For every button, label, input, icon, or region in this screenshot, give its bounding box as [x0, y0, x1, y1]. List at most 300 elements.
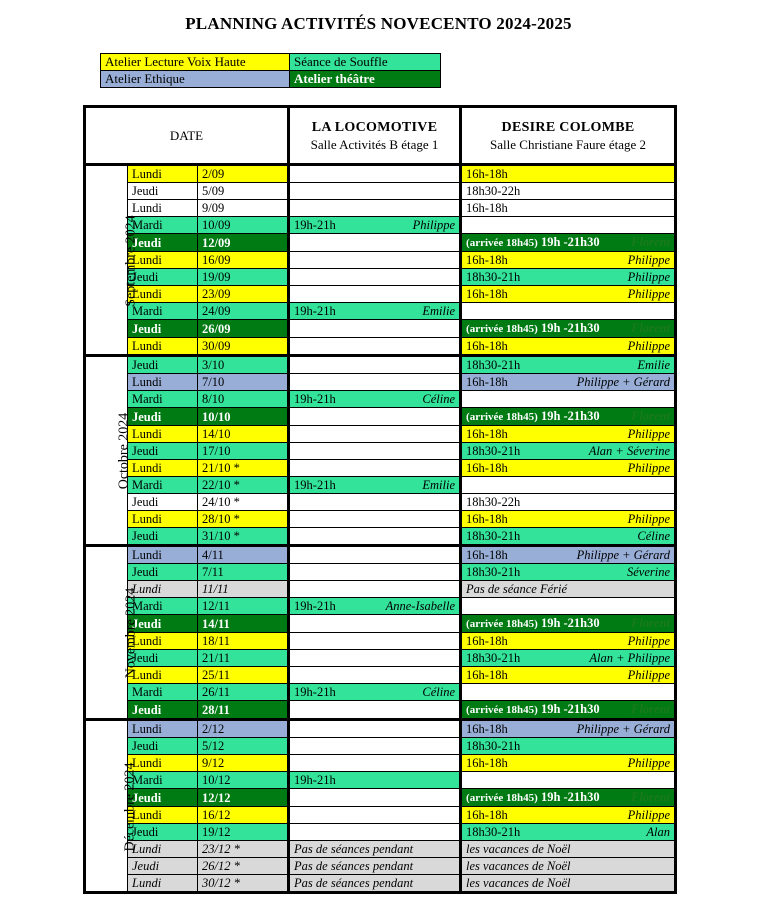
month-label-text: Novembre 2024	[123, 587, 139, 679]
date-cell: 5/12	[198, 738, 289, 755]
schedule-row	[85, 546, 676, 564]
desire-cell	[461, 234, 676, 252]
schedule-row	[85, 338, 676, 356]
locomotive-time: 19h-21h	[294, 685, 336, 699]
day-cell: Lundi	[128, 511, 198, 528]
locomotive-cell	[289, 789, 461, 807]
desire-animator: Philippe	[627, 287, 671, 301]
schedule-row	[85, 391, 676, 408]
desire-time: 18h30-22h	[466, 495, 521, 509]
day-cell: Mardi	[128, 303, 198, 320]
desire-time: 16h-18h	[466, 808, 508, 822]
desire-time: 19h -21h30	[540, 790, 600, 804]
locomotive-cell	[289, 546, 461, 564]
day-cell: Lundi	[128, 667, 198, 684]
desire-time: 16h-18h	[466, 201, 508, 215]
date-cell: 10/12	[198, 772, 289, 789]
locomotive-cell	[289, 391, 461, 408]
desire-time: 16h-18h	[466, 548, 508, 562]
date-cell: 12/09	[198, 234, 289, 252]
schedule-row	[85, 234, 676, 252]
desire-cell	[461, 320, 676, 338]
schedule-row	[85, 408, 676, 426]
locomotive-cell	[289, 511, 461, 528]
desire-cell	[461, 269, 676, 286]
desire-cell	[461, 252, 676, 269]
locomotive-cell	[289, 320, 461, 338]
locomotive-cell	[289, 858, 461, 875]
desire-time: 16h-18h	[466, 427, 508, 441]
locomotive-cell	[289, 528, 461, 546]
date-cell: 26/12 *	[198, 858, 289, 875]
day-cell: Lundi	[128, 374, 198, 391]
schedule-row	[85, 528, 676, 546]
desire-time: Pas de séance Férié	[466, 582, 568, 596]
schedule-row	[85, 772, 676, 789]
desire-animator: Florent	[631, 321, 671, 335]
day-cell: Lundi	[128, 165, 198, 183]
date-cell: 21/11	[198, 650, 289, 667]
arrival-note: (arrivée 18h45)	[466, 704, 538, 716]
day-cell: Jeudi	[128, 824, 198, 841]
schedule-row	[85, 755, 676, 772]
locomotive-time: 19h-21h	[294, 392, 336, 406]
day-cell: Mardi	[128, 772, 198, 789]
desire-cell	[461, 615, 676, 633]
date-cell: 16/12	[198, 807, 289, 824]
locomotive-cell	[289, 303, 461, 320]
arrival-note: (arrivée 18h45)	[466, 792, 538, 804]
locomotive-cell	[289, 426, 461, 443]
schedule-row	[85, 858, 676, 875]
locomotive-header	[289, 107, 461, 165]
day-cell: Jeudi	[128, 528, 198, 546]
schedule-row	[85, 581, 676, 598]
date-cell: 10/09	[198, 217, 289, 234]
desire-cell	[461, 701, 676, 720]
locomotive-room: Salle Activités B étage 1	[310, 137, 439, 152]
day-cell: Mardi	[128, 477, 198, 494]
date-cell: 23/09	[198, 286, 289, 303]
locomotive-time: 19h-21h	[294, 599, 336, 613]
locomotive-cell	[289, 615, 461, 633]
desire-cell	[461, 286, 676, 303]
locomotive-cell	[289, 772, 461, 789]
date-cell: 16/09	[198, 252, 289, 269]
schedule-row	[85, 183, 676, 200]
locomotive-cell	[289, 200, 461, 217]
date-cell: 30/12 *	[198, 875, 289, 893]
day-cell: Lundi	[128, 633, 198, 650]
month-label	[85, 356, 132, 546]
desire-animator: Philippe	[627, 634, 671, 648]
desire-time: 16h-18h	[466, 253, 508, 267]
locomotive-cell	[289, 286, 461, 303]
locomotive-cell	[289, 564, 461, 581]
schedule-row	[85, 789, 676, 807]
date-cell: 28/11	[198, 701, 289, 720]
locomotive-time: 19h-21h	[294, 478, 336, 492]
schedule-row	[85, 443, 676, 460]
desire-cell	[461, 858, 676, 875]
day-cell: Lundi	[128, 546, 198, 564]
day-cell: Lundi	[128, 460, 198, 477]
desire-animator: Alan + Séverine	[588, 444, 671, 458]
schedule-row	[85, 667, 676, 684]
locomotive-cell	[289, 374, 461, 391]
date-cell: 31/10 *	[198, 528, 289, 546]
locomotive-cell	[289, 460, 461, 477]
locomotive-cell	[289, 338, 461, 356]
day-cell: Jeudi	[128, 650, 198, 667]
desire-cell	[461, 183, 676, 200]
desire-animator: Philippe	[627, 427, 671, 441]
date-cell: 4/11	[198, 546, 289, 564]
schedule-row	[85, 494, 676, 511]
desire-time: 19h -21h30	[540, 321, 600, 335]
legend-theatre: Atelier théâtre	[290, 71, 441, 88]
desire-cell	[461, 338, 676, 356]
month-label-text: Septembre 2024	[123, 214, 139, 307]
locomotive-cell	[289, 720, 461, 738]
desire-cell	[461, 841, 676, 858]
locomotive-cell	[289, 598, 461, 615]
day-cell: Jeudi	[128, 269, 198, 286]
arrival-note: (arrivée 18h45)	[466, 618, 538, 630]
day-cell: Lundi	[128, 338, 198, 356]
locomotive-cell	[289, 841, 461, 858]
schedule-table	[83, 105, 677, 894]
desire-animator: Alan	[646, 825, 671, 839]
date-cell: 26/09	[198, 320, 289, 338]
desire-animator: Florent	[631, 409, 671, 423]
legend-lecture: Atelier Lecture Voix Haute	[101, 54, 290, 71]
desire-cell	[461, 356, 676, 374]
desire-cell	[461, 494, 676, 511]
schedule-row	[85, 460, 676, 477]
desire-animator: Philippe	[627, 339, 671, 353]
desire-time: 18h30-21h	[466, 358, 521, 372]
schedule-row	[85, 217, 676, 234]
date-cell: 24/10 *	[198, 494, 289, 511]
locomotive-name: LA LOCOMOTIVE	[311, 120, 438, 135]
month-label-text: Octobre 2024	[116, 412, 132, 490]
desire-cell	[461, 824, 676, 841]
schedule-row	[85, 738, 676, 755]
date-cell: 18/11	[198, 633, 289, 650]
day-cell: Lundi	[128, 252, 198, 269]
desire-cell	[461, 477, 676, 494]
desire-time: 18h30-21h	[466, 565, 521, 579]
date-cell: 11/11	[198, 581, 289, 598]
desire-time: 18h30-22h	[466, 184, 521, 198]
schedule-body	[85, 165, 676, 893]
schedule-row	[85, 286, 676, 303]
month-label	[85, 546, 139, 720]
locomotive-animator: Céline	[422, 685, 456, 699]
day-cell: Jeudi	[128, 320, 198, 338]
date-cell: 10/10	[198, 408, 289, 426]
schedule-row	[85, 252, 676, 269]
desire-time: 16h-18h	[466, 167, 508, 181]
date-cell: 14/11	[198, 615, 289, 633]
date-cell: 30/09	[198, 338, 289, 356]
desire-time: 19h -21h30	[540, 616, 600, 630]
desire-animator: Philippe	[627, 253, 671, 267]
desire-animator: Florent	[631, 235, 671, 249]
date-cell: 19/09	[198, 269, 289, 286]
desire-time: 16h-18h	[466, 287, 508, 301]
date-cell: 12/12	[198, 789, 289, 807]
desire-time: 16h-18h	[466, 634, 508, 648]
desire-time: les vacances de Noël	[466, 876, 571, 890]
day-cell: Jeudi	[128, 789, 198, 807]
day-cell: Lundi	[128, 841, 198, 858]
schedule-row	[85, 615, 676, 633]
locomotive-time: 19h-21h	[294, 304, 336, 318]
desire-time: 18h30-21h	[466, 270, 521, 284]
day-cell: Jeudi	[128, 234, 198, 252]
schedule-row	[85, 650, 676, 667]
schedule-row	[85, 356, 676, 374]
day-cell: Lundi	[128, 807, 198, 824]
desire-cell	[461, 200, 676, 217]
locomotive-cell	[289, 633, 461, 650]
locomotive-animator: Anne-Isabelle	[385, 599, 456, 613]
day-cell: Jeudi	[128, 701, 198, 720]
locomotive-cell	[289, 667, 461, 684]
locomotive-animator: Céline	[422, 392, 456, 406]
arrival-note: (arrivée 18h45)	[466, 323, 538, 335]
day-cell: Jeudi	[128, 564, 198, 581]
date-cell: 17/10	[198, 443, 289, 460]
desire-cell	[461, 564, 676, 581]
date-cell: 25/11	[198, 667, 289, 684]
desire-time: les vacances de Noël	[466, 842, 571, 856]
desire-cell	[461, 684, 676, 701]
locomotive-cell	[289, 701, 461, 720]
schedule-row	[85, 165, 676, 183]
desire-cell	[461, 374, 676, 391]
locomotive-cell	[289, 217, 461, 234]
date-cell: 2/09	[198, 165, 289, 183]
locomotive-cell	[289, 581, 461, 598]
arrival-note: (arrivée 18h45)	[466, 411, 538, 423]
desire-cell	[461, 755, 676, 772]
desire-animator: Philippe	[627, 756, 671, 770]
desire-cell	[461, 633, 676, 650]
desire-time: 16h-18h	[466, 722, 508, 736]
day-cell: Mardi	[128, 684, 198, 701]
locomotive-cell	[289, 650, 461, 667]
date-cell: 9/09	[198, 200, 289, 217]
date-cell: 22/10 *	[198, 477, 289, 494]
day-cell: Jeudi	[128, 494, 198, 511]
locomotive-cell	[289, 684, 461, 701]
desire-animator: Philippe	[627, 668, 671, 682]
desire-cell	[461, 165, 676, 183]
locomotive-animator: Philippe	[412, 218, 456, 232]
desire-cell	[461, 807, 676, 824]
desire-time: 18h30-21h	[466, 444, 521, 458]
desire-cell	[461, 391, 676, 408]
desire-cell	[461, 528, 676, 546]
date-cell: 19/12	[198, 824, 289, 841]
locomotive-cell	[289, 443, 461, 460]
day-cell: Lundi	[128, 426, 198, 443]
desire-animator: Philippe	[627, 461, 671, 475]
locomotive-cell	[289, 755, 461, 772]
day-cell: Lundi	[128, 875, 198, 893]
day-cell: Mardi	[128, 391, 198, 408]
schedule-row	[85, 701, 676, 720]
desire-cell	[461, 772, 676, 789]
date-cell: 28/10 *	[198, 511, 289, 528]
desire-animator: Philippe + Gérard	[576, 375, 671, 389]
date-cell: 8/10	[198, 391, 289, 408]
schedule-row	[85, 511, 676, 528]
desire-cell	[461, 217, 676, 234]
desire-cell	[461, 511, 676, 528]
desire-cell	[461, 789, 676, 807]
day-cell: Jeudi	[128, 356, 198, 374]
date-cell: 3/10	[198, 356, 289, 374]
locomotive-cell	[289, 183, 461, 200]
day-cell: Jeudi	[128, 615, 198, 633]
schedule-row	[85, 200, 676, 217]
schedule-row	[85, 841, 676, 858]
desire-cell	[461, 426, 676, 443]
day-cell: Mardi	[128, 598, 198, 615]
date-cell: 14/10	[198, 426, 289, 443]
desire-time: 19h -21h30	[540, 235, 600, 249]
desire-animator: Philippe	[627, 808, 671, 822]
desire-time: 18h30-21h	[466, 739, 521, 753]
desire-header	[461, 107, 676, 165]
date-cell: 24/09	[198, 303, 289, 320]
desire-cell	[461, 650, 676, 667]
month-label	[85, 165, 139, 356]
desire-cell	[461, 581, 676, 598]
day-cell: Lundi	[128, 720, 198, 738]
locomotive-time: 19h-21h	[294, 773, 336, 787]
locomotive-cell	[289, 824, 461, 841]
schedule-row	[85, 720, 676, 738]
locomotive-time: 19h-21h	[294, 218, 336, 232]
page-title: PLANNING ACTIVITÉS NOVECENTO 2024-2025	[185, 14, 572, 33]
desire-cell	[461, 460, 676, 477]
desire-animator: Philippe	[627, 512, 671, 526]
schedule-row	[85, 807, 676, 824]
locomotive-cell	[289, 356, 461, 374]
desire-animator: Philippe + Gérard	[576, 722, 671, 736]
desire-time: 19h -21h30	[540, 409, 600, 423]
schedule-row	[85, 875, 676, 893]
desire-cell	[461, 720, 676, 738]
locomotive-cell	[289, 234, 461, 252]
desire-animator: Séverine	[627, 565, 671, 579]
locomotive-time: Pas de séances pendant	[294, 876, 414, 890]
desire-name: DESIRE COLOMBE	[501, 120, 635, 135]
locomotive-cell	[289, 165, 461, 183]
desire-animator: Florent	[631, 790, 671, 804]
day-cell: Lundi	[128, 200, 198, 217]
date-header: DATE	[85, 107, 289, 165]
day-cell: Jeudi	[128, 738, 198, 755]
desire-animator: Alan + Philippe	[589, 651, 671, 665]
schedule-row	[85, 426, 676, 443]
locomotive-cell	[289, 807, 461, 824]
legend-souffle: Séance de Souffle	[290, 54, 441, 71]
day-cell: Lundi	[128, 581, 198, 598]
desire-time: 18h30-21h	[466, 529, 521, 543]
date-cell: 7/11	[198, 564, 289, 581]
schedule-row	[85, 824, 676, 841]
desire-animator: Philippe + Gérard	[576, 548, 671, 562]
day-cell: Jeudi	[128, 858, 198, 875]
locomotive-cell	[289, 494, 461, 511]
schedule-row	[85, 633, 676, 650]
locomotive-cell	[289, 269, 461, 286]
schedule-row	[85, 374, 676, 391]
date-cell: 23/12 *	[198, 841, 289, 858]
locomotive-animator: Emilie	[422, 478, 456, 492]
desire-animator: Florent	[631, 702, 671, 716]
desire-animator: Emilie	[637, 358, 671, 372]
desire-cell	[461, 667, 676, 684]
desire-time: 16h-18h	[466, 339, 508, 353]
desire-time: 16h-18h	[466, 756, 508, 770]
date-cell: 21/10 *	[198, 460, 289, 477]
desire-cell	[461, 303, 676, 320]
date-cell: 26/11	[198, 684, 289, 701]
month-label	[85, 720, 138, 893]
desire-time: les vacances de Noël	[466, 859, 571, 873]
desire-cell	[461, 443, 676, 460]
desire-time: 16h-18h	[466, 512, 508, 526]
locomotive-animator: Emilie	[422, 304, 456, 318]
day-cell: Mardi	[128, 217, 198, 234]
desire-time: 16h-18h	[466, 375, 508, 389]
desire-cell	[461, 738, 676, 755]
desire-animator: Florent	[631, 616, 671, 630]
schedule-row	[85, 269, 676, 286]
date-cell: 2/12	[198, 720, 289, 738]
day-cell: Jeudi	[128, 443, 198, 460]
desire-cell	[461, 598, 676, 615]
desire-cell	[461, 546, 676, 564]
schedule-row	[85, 684, 676, 701]
date-cell: 7/10	[198, 374, 289, 391]
day-cell: Lundi	[128, 755, 198, 772]
desire-time: 16h-18h	[466, 668, 508, 682]
schedule-row	[85, 564, 676, 581]
locomotive-cell	[289, 252, 461, 269]
locomotive-cell	[289, 477, 461, 494]
desire-time: 16h-18h	[466, 461, 508, 475]
desire-cell	[461, 408, 676, 426]
day-cell: Jeudi	[128, 183, 198, 200]
desire-room: Salle Christiane Faure étage 2	[490, 137, 646, 152]
month-label-text: Décembre 2024	[122, 761, 138, 852]
day-cell: Lundi	[128, 286, 198, 303]
date-cell: 9/12	[198, 755, 289, 772]
legend	[100, 53, 441, 88]
desire-cell	[461, 875, 676, 893]
schedule-row	[85, 477, 676, 494]
date-cell: 12/11	[198, 598, 289, 615]
schedule-row	[85, 598, 676, 615]
